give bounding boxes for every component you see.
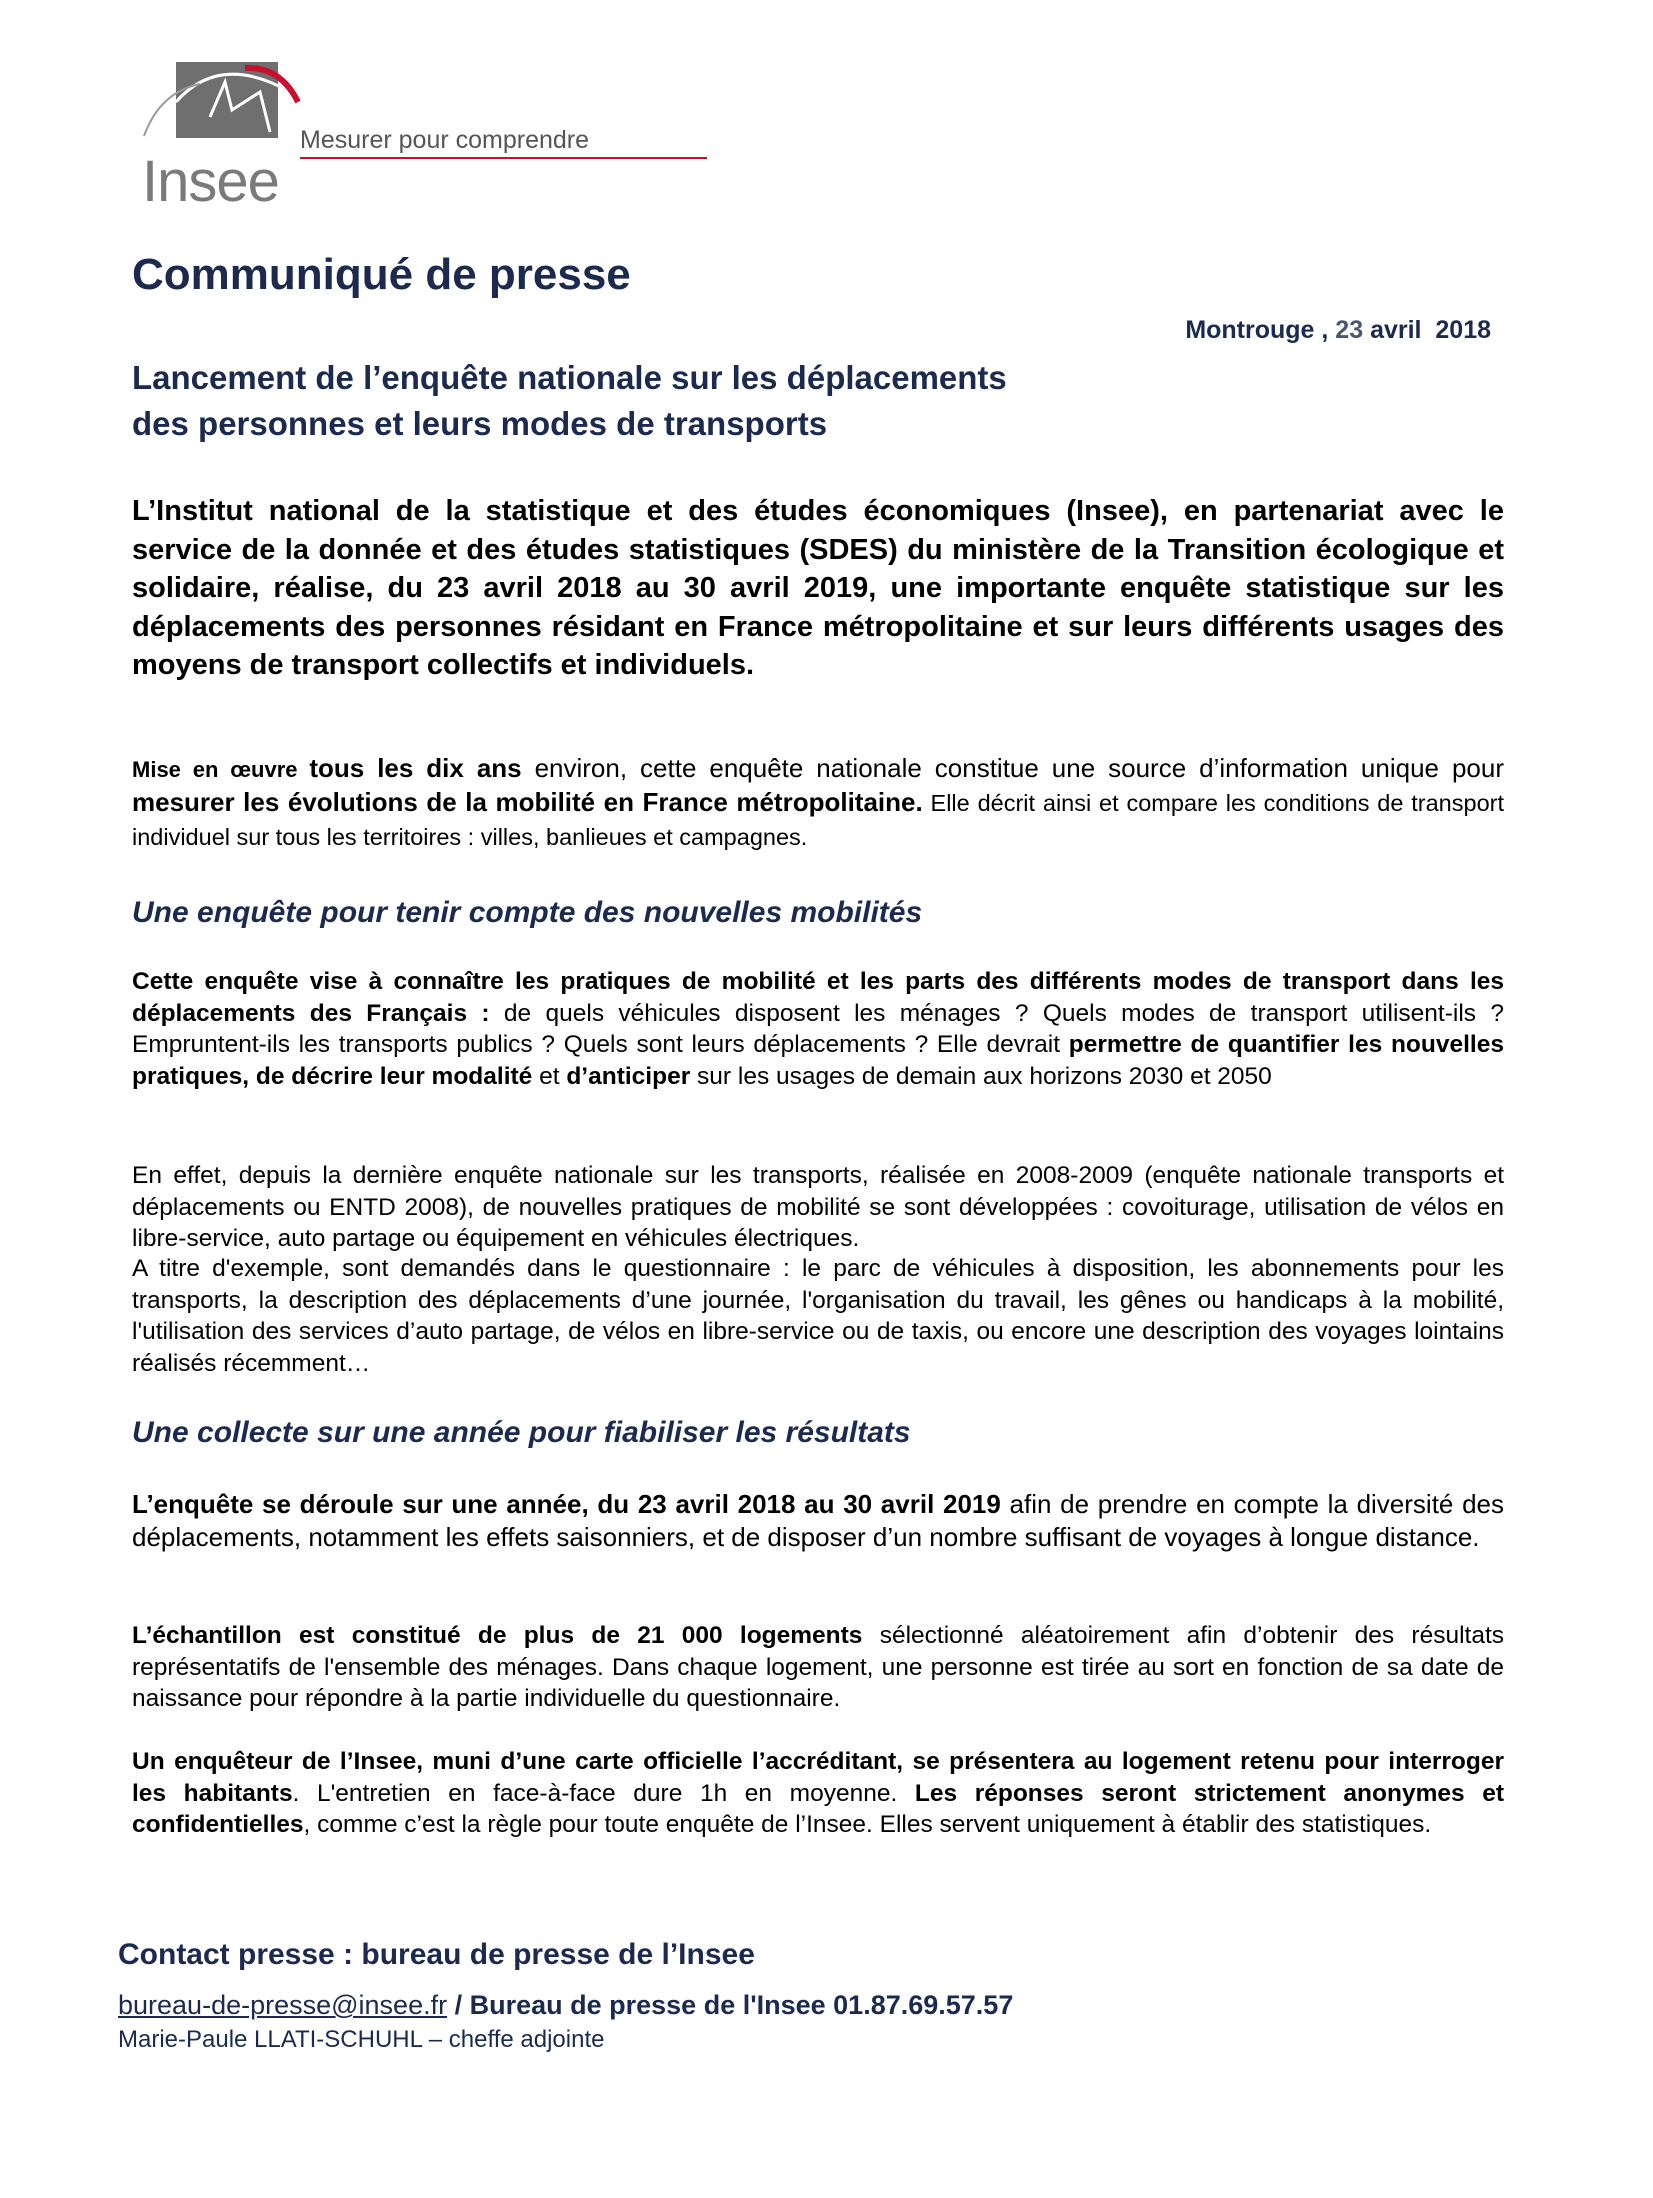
p7-b: . L'entretien en face-à-face dure 1h en moyenne. xyxy=(292,1779,915,1807)
date-place: Montrouge , xyxy=(1185,316,1329,344)
p2-e: d’anticiper xyxy=(566,1062,691,1090)
headline-line-2: des personnes et leurs modes de transports xyxy=(132,405,828,442)
contact-separator: / xyxy=(447,1990,470,2020)
p5-b: afin de prendre en compte la diversité des déplacements, notamment les effets saisonniers, et de disposer d’un nombre suffisant de voyages à longue distance. xyxy=(132,1489,1504,1552)
p7-d: , comme c’est la règle pour toute enquête de l’Insee. Elles servent uniquement à établir des statistiques. xyxy=(303,1811,1432,1838)
paragraph-objectives xyxy=(132,966,1504,1092)
logo-tagline: Mesurer pour comprendre xyxy=(300,126,590,154)
p2-a: Cette enquête vise à connaître les pratiques de mobilité et les parts des différents modes de transport dans les déplacements des Français : xyxy=(132,968,1504,1027)
p1-d: mesurer les évolutions de la mobilité en France métropolitaine. xyxy=(132,787,923,817)
insee-logo-mark xyxy=(140,62,300,152)
paragraph-examples: A titre d'exemple, sont demandés dans le questionnaire : le parc de véhicules à disposition, les abonnements pour les transports, la description des déplacements d’une journée, l'organisation du travail, les gênes ou handicaps à la mobilité, l'utilisation des services d’auto partage, de vélos en libre-service ou de taxis, ou encore une description des voyages lointains réalisés récemment… xyxy=(132,1255,1504,1377)
logo-wordmark: Insee xyxy=(142,149,279,214)
headline xyxy=(132,355,1232,447)
paragraph-context: En effet, depuis la dernière enquête nationale sur les transports, réalisée en 2008-2009 (enquête nationale transports et déplacements ou ENTD 2008), de nouvelles pratiques de mobilité se sont développées : covoiturage, utilisation de vélos en libre-service, auto partage ou équipement en véhicules électriques. xyxy=(132,1162,1504,1252)
p6-a: L’échantillon est constitué de plus de 21 000 logements xyxy=(132,1622,863,1649)
p1-e: Elle décrit ainsi et compare les conditions de transport individuel sur tous les territoires : villes, banlieues et campagnes. xyxy=(132,790,1504,850)
tagline-underline xyxy=(300,157,707,159)
p5-a: L’enquête se déroule sur une année, du 23 avril 2018 au 30 avril 2019 xyxy=(132,1489,1001,1519)
p7-a: Un enquêteur de l’Insee, muni d’une carte officielle l’accréditant, se présentera au logement retenu pour interroger les habitants xyxy=(132,1748,1504,1807)
headline-line-1: Lancement de l’enquête nationale sur les déplacements xyxy=(132,359,1007,396)
date-month-year: avril 2018 xyxy=(1370,316,1491,344)
contact-heading: Contact presse : bureau de presse de l’Insee xyxy=(118,1938,755,1971)
date-line xyxy=(1185,316,1491,345)
p2-b: de quels véhicules disposent les ménages ? Quels modes de transport utilisent-ils ? Empruntent-ils les transports publics ? Quels sont leurs déplacements ? Elle devrait xyxy=(132,999,1504,1058)
p1-b: tous les dix ans xyxy=(309,753,522,783)
contact-line xyxy=(118,1990,1013,2021)
paragraph-interviewer xyxy=(132,1746,1504,1841)
document-title: Communiqué de presse xyxy=(132,250,631,299)
intro-paragraph: L’Institut national de la statistique et des études économiques (Insee), en partenariat avec le service de la donnée et des études statistiques (SDES) du ministère de la Transition écologique et solidaire, réalise, du 23 avril 2018 au 30 avril 2019, une importante enquête statistique sur les déplacements des personnes résidant en France métropolitaine et sur leurs différents usages des moyens de transport collectifs et individuels. xyxy=(132,495,1504,681)
p1-c: environ, cette enquête nationale constitue une source d’information unique pour xyxy=(521,753,1504,783)
section-title-mobilites: Une enquête pour tenir compte des nouvelles mobilités xyxy=(132,896,923,929)
p1-a: Mise en œuvre xyxy=(132,757,310,782)
p2-f: sur les usages de demain aux horizons 2030 et 2050 xyxy=(690,1062,1272,1090)
paragraph-sample xyxy=(132,1620,1504,1715)
paragraph-duration xyxy=(132,1488,1504,1554)
p2-c: permettre de quantifier les nouvelles pratiques, de décrire leur modalité xyxy=(132,1031,1504,1090)
p6-b: sélectionné aléatoirement afin d’obtenir des résultats représentatifs de l'ensemble des ménages. Dans chaque logement, une personne est tirée au sort en fonction de sa date de naissance pour répondre à la partie individuelle du questionnaire. xyxy=(132,1622,1505,1712)
p7-c: Les réponses seront strictement anonymes et confidentielles xyxy=(132,1779,1504,1838)
contact-person: Marie-Paule LLATI-SCHUHL – cheffe adjointe xyxy=(118,2026,605,2053)
paragraph-frequency xyxy=(132,752,1504,854)
section-title-collecte: Une collecte sur une année pour fiabiliser les résultats xyxy=(132,1416,911,1449)
date-day: 23 xyxy=(1335,316,1364,344)
insee-logo xyxy=(140,62,590,214)
p2-d: et xyxy=(532,1062,567,1090)
press-email-link[interactable]: bureau-de-presse@insee.fr xyxy=(118,1990,448,2020)
press-office-phone: Bureau de presse de l'Insee 01.87.69.57.57 xyxy=(469,1990,1014,2020)
